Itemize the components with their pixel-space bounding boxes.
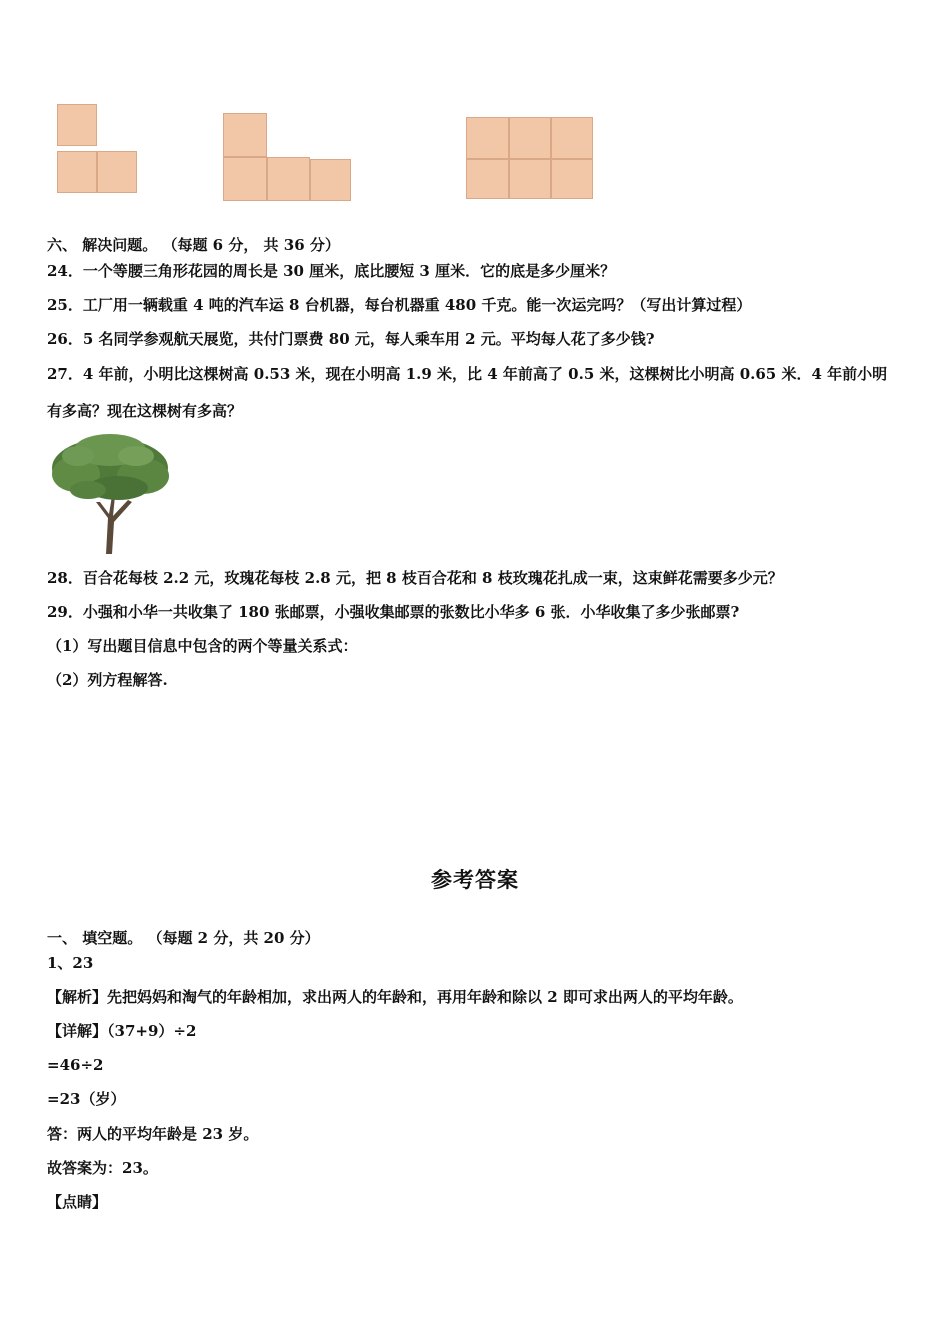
cube xyxy=(466,159,509,199)
question-27-line-1: 27．4 年前，小明比这棵树高 0.53 米，现在小明高 1.9 米，比 4 年前高了 0.5 米，这棵树比小明高 0.65 米．4 年前小明 xyxy=(47,365,888,383)
cube xyxy=(97,151,137,193)
cube xyxy=(57,151,97,193)
answer-1-analysis: 【解析】先把妈妈和淘气的年龄相加，求出两人的年龄和，再用年龄和除以 2 即可求出两人的平均年龄。 xyxy=(47,988,743,1006)
section-6-heading: 六、 解决问题。 （每题 6 分， 共 36 分） xyxy=(47,236,340,254)
question-29: 29．小强和小华一共收集了 180 张邮票，小强收集邮票的张数比小华多 6 张．小华收集了多少张邮票? xyxy=(47,603,740,621)
cube-figure-3 xyxy=(466,117,593,199)
cube xyxy=(223,157,267,201)
answer-section-1-heading: 一、 填空题。 （每题 2 分，共 20 分） xyxy=(47,929,320,947)
question-29-part-2: （2）列方程解答. xyxy=(47,671,168,689)
cube xyxy=(551,117,593,159)
cube xyxy=(466,117,509,159)
question-28: 28．百合花每枝 2.2 元，玫瑰花每枝 2.8 元，把 8 枝百合花和 8 枝玫瑰花扎成一束，这束鲜花需要多少元？ xyxy=(47,569,783,587)
question-24: 24．一个等腰三角形花园的周长是 30 厘米，底比腰短 3 厘米．它的底是多少厘米？ xyxy=(47,262,616,280)
question-29-part-1: （1）写出题目信息中包含的两个等量关系式： xyxy=(47,637,358,655)
answer-1-answer: 答：两人的平均年龄是 23 岁。 xyxy=(47,1125,259,1143)
question-26: 26．5 名同学参观航天展览，共付门票费 80 元，每人乘车用 2 元。平均每人花了多少钱? xyxy=(47,330,655,348)
cube xyxy=(509,117,551,159)
answer-1: 1、23 xyxy=(47,954,94,972)
cube xyxy=(223,113,267,157)
answer-key-title: 参考答案 xyxy=(431,868,519,892)
answer-1-detail: 【详解】（37+9）÷2 xyxy=(47,1022,197,1040)
cube-figure-2 xyxy=(223,113,351,201)
cube xyxy=(57,104,97,146)
question-27-line-2: 有多高？现在这棵树有多高？ xyxy=(47,402,243,420)
answer-1-conclusion: 故答案为：23。 xyxy=(47,1159,158,1177)
tree-image xyxy=(48,430,173,555)
answer-1-step-2: =23（岁） xyxy=(47,1090,126,1108)
answer-1-comment: 【点睛】 xyxy=(47,1193,108,1211)
cube xyxy=(551,159,593,199)
cube-figure-1 xyxy=(57,104,141,198)
cube xyxy=(509,159,551,199)
cube xyxy=(310,159,351,201)
cube xyxy=(267,157,310,201)
answer-1-step-1: =46÷2 xyxy=(47,1056,104,1074)
question-25: 25．工厂用一辆载重 4 吨的汽车运 8 台机器，每台机器重 480 千克。能一次运完吗？（写出计算过程） xyxy=(47,296,752,314)
